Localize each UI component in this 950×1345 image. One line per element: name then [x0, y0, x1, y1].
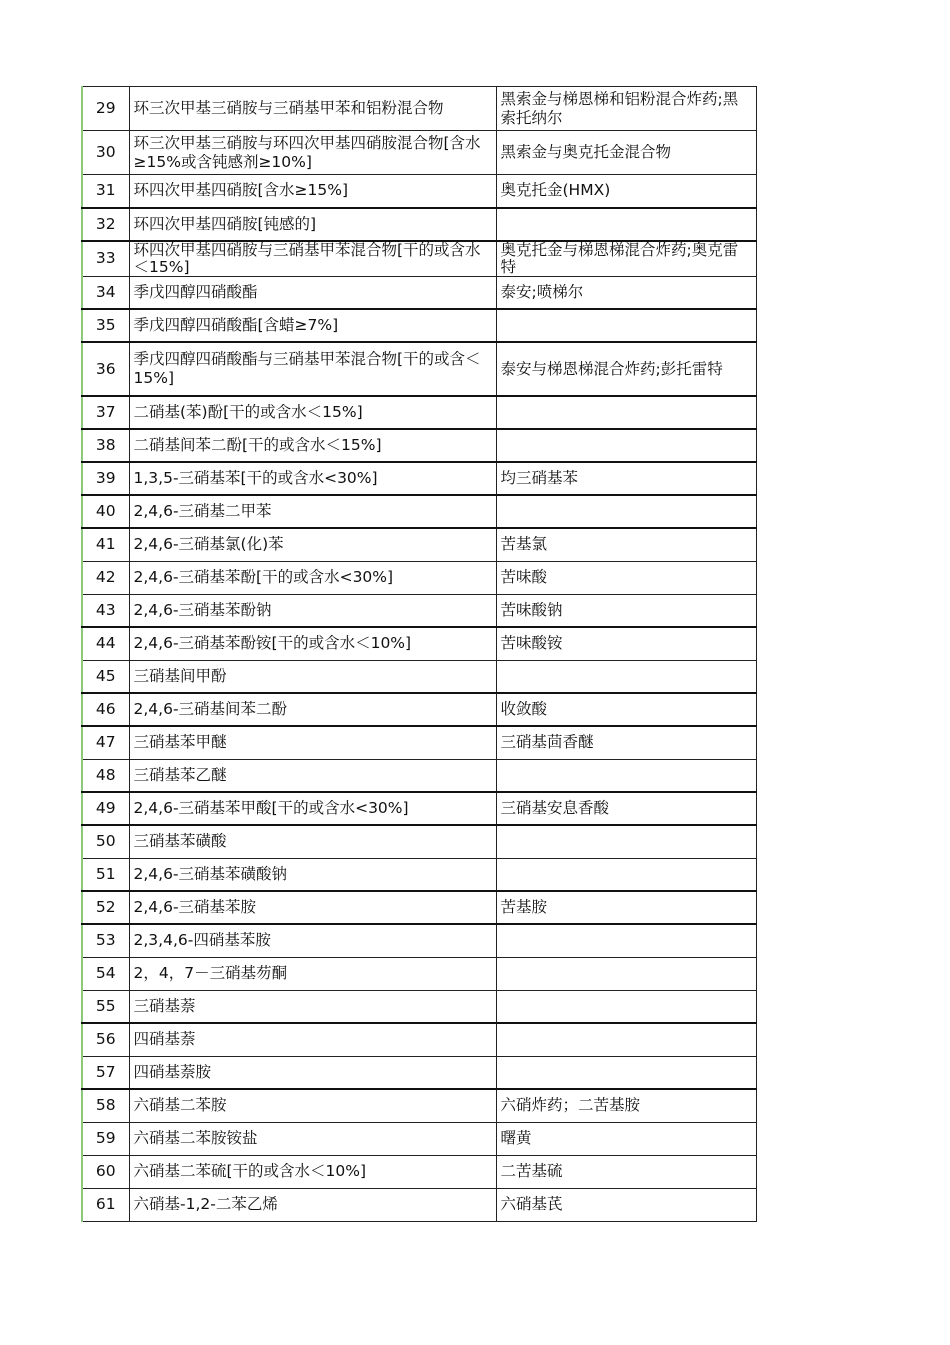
row-number[interactable]: 43 [82, 594, 129, 627]
table-row [82, 342, 756, 396]
alias-cell[interactable]: 泰安与梯恩梯混合炸药;彭托雷特 [496, 342, 756, 396]
alias-cell[interactable] [496, 957, 756, 990]
chemical-name-cell[interactable]: 2，4，7－三硝基芴酮 [129, 957, 496, 990]
chemical-name-cell[interactable]: 四硝基萘胺 [129, 1056, 496, 1089]
row-number[interactable]: 30 [82, 131, 129, 175]
chemical-name-cell[interactable]: 2,4,6-三硝基间苯二酚 [129, 693, 496, 726]
row-number[interactable]: 36 [82, 342, 129, 396]
row-number[interactable]: 48 [82, 759, 129, 792]
row-number[interactable]: 53 [82, 924, 129, 957]
alias-cell[interactable]: 收敛酸 [496, 693, 756, 726]
alias-cell[interactable] [496, 429, 756, 462]
alias-cell[interactable]: 苦味酸钠 [496, 594, 756, 627]
row-number[interactable]: 56 [82, 1023, 129, 1056]
row-number[interactable]: 33 [82, 241, 129, 277]
table-row [82, 87, 756, 131]
chemical-name-cell[interactable]: 季戊四醇四硝酸酯[含蜡≥7%] [129, 309, 496, 342]
table-row [82, 825, 756, 858]
chemical-name-cell[interactable]: 三硝基萘 [129, 990, 496, 1023]
chemical-name-cell[interactable]: 环三次甲基三硝胺与三硝基甲苯和铝粉混合物 [129, 87, 496, 131]
table-row [82, 1023, 756, 1056]
table-row [82, 990, 756, 1023]
chemical-name-cell[interactable]: 环三次甲基三硝胺与环四次甲基四硝胺混合物[含水≥15%或含钝感剂≥10%] [129, 131, 496, 175]
alias-cell[interactable] [496, 396, 756, 429]
alias-cell[interactable]: 二苦基硫 [496, 1155, 756, 1188]
alias-cell[interactable] [496, 759, 756, 792]
table-row [82, 1188, 756, 1221]
alias-cell[interactable] [496, 208, 756, 241]
alias-cell[interactable]: 六硝炸药；二苦基胺 [496, 1089, 756, 1122]
table-row [82, 759, 756, 792]
table-row [82, 131, 756, 175]
row-number[interactable]: 39 [82, 462, 129, 495]
chemical-name-cell[interactable]: 2,4,6-三硝基苯甲酸[干的或含水<30%] [129, 792, 496, 825]
table-row [82, 528, 756, 561]
row-number[interactable]: 47 [82, 726, 129, 759]
row-number[interactable]: 41 [82, 528, 129, 561]
row-number[interactable]: 44 [82, 627, 129, 660]
table-row [82, 1155, 756, 1188]
alias-cell[interactable]: 奥克托金(HMX) [496, 175, 756, 208]
chemical-name-cell[interactable]: 环四次甲基四硝胺[含水≥15%] [129, 175, 496, 208]
table-row [82, 1089, 756, 1122]
table-row [82, 175, 756, 208]
alias-cell[interactable]: 六硝基芪 [496, 1188, 756, 1221]
table-row [82, 429, 756, 462]
chemical-name-cell[interactable]: 六硝基二苯胺铵盐 [129, 1122, 496, 1155]
table-row [82, 627, 756, 660]
table-row [82, 309, 756, 342]
alias-cell[interactable]: 苦基胺 [496, 891, 756, 924]
row-number[interactable]: 52 [82, 891, 129, 924]
alias-cell[interactable]: 奥克托金与梯恩梯混合炸药;奥克雷特 [496, 241, 756, 277]
row-number[interactable]: 54 [82, 957, 129, 990]
table-row [82, 924, 756, 957]
row-number[interactable]: 37 [82, 396, 129, 429]
alias-cell[interactable] [496, 1023, 756, 1056]
chemical-name-cell[interactable]: 1,3,5-三硝基苯[干的或含水<30%] [129, 462, 496, 495]
row-number[interactable]: 35 [82, 309, 129, 342]
chemical-name-cell[interactable]: 2,4,6-三硝基苯酚钠 [129, 594, 496, 627]
alias-cell[interactable] [496, 495, 756, 528]
spreadsheet [81, 86, 755, 1222]
chemical-name-cell[interactable]: 环四次甲基四硝胺与三硝基甲苯混合物[干的或含水＜15%] [129, 241, 496, 277]
chemical-name-cell[interactable]: 六硝基二苯胺 [129, 1089, 496, 1122]
table-row [82, 208, 756, 241]
chemical-name-cell[interactable]: 六硝基-1,2-二苯乙烯 [129, 1188, 496, 1221]
table-row [82, 1122, 756, 1155]
chemical-name-cell[interactable]: 2,4,6-三硝基氯(化)苯 [129, 528, 496, 561]
row-number[interactable]: 32 [82, 208, 129, 241]
alias-cell[interactable] [496, 309, 756, 342]
row-number[interactable]: 61 [82, 1188, 129, 1221]
table-row [82, 241, 756, 277]
alias-cell[interactable]: 苦基氯 [496, 528, 756, 561]
table-row [82, 957, 756, 990]
chemical-name-cell[interactable]: 2,4,6-三硝基苯磺酸钠 [129, 858, 496, 891]
chemical-name-cell[interactable]: 季戊四醇四硝酸酯 [129, 276, 496, 309]
alias-cell[interactable]: 黑索金与奥克托金混合物 [496, 131, 756, 175]
row-number[interactable]: 59 [82, 1122, 129, 1155]
row-number[interactable]: 49 [82, 792, 129, 825]
alias-cell[interactable]: 三硝基茴香醚 [496, 726, 756, 759]
chemical-name-cell[interactable]: 2,4,6-三硝基苯酚铵[干的或含水＜10%] [129, 627, 496, 660]
row-number[interactable]: 42 [82, 561, 129, 594]
alias-cell[interactable] [496, 924, 756, 957]
row-number[interactable]: 51 [82, 858, 129, 891]
chemical-name-cell[interactable]: 2,4,6-三硝基二甲苯 [129, 495, 496, 528]
row-number[interactable]: 38 [82, 429, 129, 462]
row-number[interactable]: 34 [82, 276, 129, 309]
table-row [82, 693, 756, 726]
table-row [82, 396, 756, 429]
table-row [82, 660, 756, 693]
row-number[interactable]: 55 [82, 990, 129, 1023]
chemical-name-cell[interactable]: 三硝基苯磺酸 [129, 825, 496, 858]
chemical-name-cell[interactable]: 四硝基萘 [129, 1023, 496, 1056]
chemical-name-cell[interactable]: 六硝基二苯硫[干的或含水＜10%] [129, 1155, 496, 1188]
alias-cell[interactable]: 苦味酸 [496, 561, 756, 594]
alias-cell[interactable]: 均三硝基苯 [496, 462, 756, 495]
row-number[interactable]: 50 [82, 825, 129, 858]
alias-cell[interactable] [496, 825, 756, 858]
alias-cell[interactable]: 苦味酸铵 [496, 627, 756, 660]
chemical-name-cell[interactable]: 三硝基苯乙醚 [129, 759, 496, 792]
alias-cell[interactable]: 三硝基安息香酸 [496, 792, 756, 825]
chemical-name-cell[interactable]: 2,3,4,6-四硝基苯胺 [129, 924, 496, 957]
row-number[interactable]: 29 [82, 87, 129, 131]
row-number[interactable]: 58 [82, 1089, 129, 1122]
table-row [82, 462, 756, 495]
table-row [82, 594, 756, 627]
row-number[interactable]: 60 [82, 1155, 129, 1188]
chemical-name-cell[interactable]: 二硝基(苯)酚[干的或含水＜15%] [129, 396, 496, 429]
alias-cell[interactable] [496, 858, 756, 891]
table-row [82, 858, 756, 891]
row-number[interactable]: 40 [82, 495, 129, 528]
row-number[interactable]: 45 [82, 660, 129, 693]
alias-cell[interactable]: 曙黄 [496, 1122, 756, 1155]
chemical-name-cell[interactable]: 环四次甲基四硝胺[钝感的] [129, 208, 496, 241]
chemical-name-cell[interactable]: 季戊四醇四硝酸酯与三硝基甲苯混合物[干的或含＜15%] [129, 342, 496, 396]
alias-cell[interactable] [496, 660, 756, 693]
table-row [82, 891, 756, 924]
table-row [82, 495, 756, 528]
chemical-name-cell[interactable]: 2,4,6-三硝基苯酚[干的或含水<30%] [129, 561, 496, 594]
table-row [82, 561, 756, 594]
row-number[interactable]: 57 [82, 1056, 129, 1089]
hazard-table [81, 86, 757, 1222]
table-row [82, 792, 756, 825]
chemical-name-cell[interactable]: 2,4,6-三硝基苯胺 [129, 891, 496, 924]
table-row [82, 276, 756, 309]
chemical-name-cell[interactable]: 三硝基间甲酚 [129, 660, 496, 693]
table-row [82, 726, 756, 759]
alias-cell[interactable] [496, 990, 756, 1023]
chemical-name-cell[interactable]: 二硝基间苯二酚[干的或含水＜15%] [129, 429, 496, 462]
alias-cell[interactable]: 黑索金与梯恩梯和铝粉混合炸药;黑索托纳尔 [496, 87, 756, 131]
chemical-name-cell[interactable]: 三硝基苯甲醚 [129, 726, 496, 759]
alias-cell[interactable]: 泰安;喷梯尔 [496, 276, 756, 309]
table-row [82, 1056, 756, 1089]
row-number[interactable]: 46 [82, 693, 129, 726]
alias-cell[interactable] [496, 1056, 756, 1089]
row-number[interactable]: 31 [82, 175, 129, 208]
